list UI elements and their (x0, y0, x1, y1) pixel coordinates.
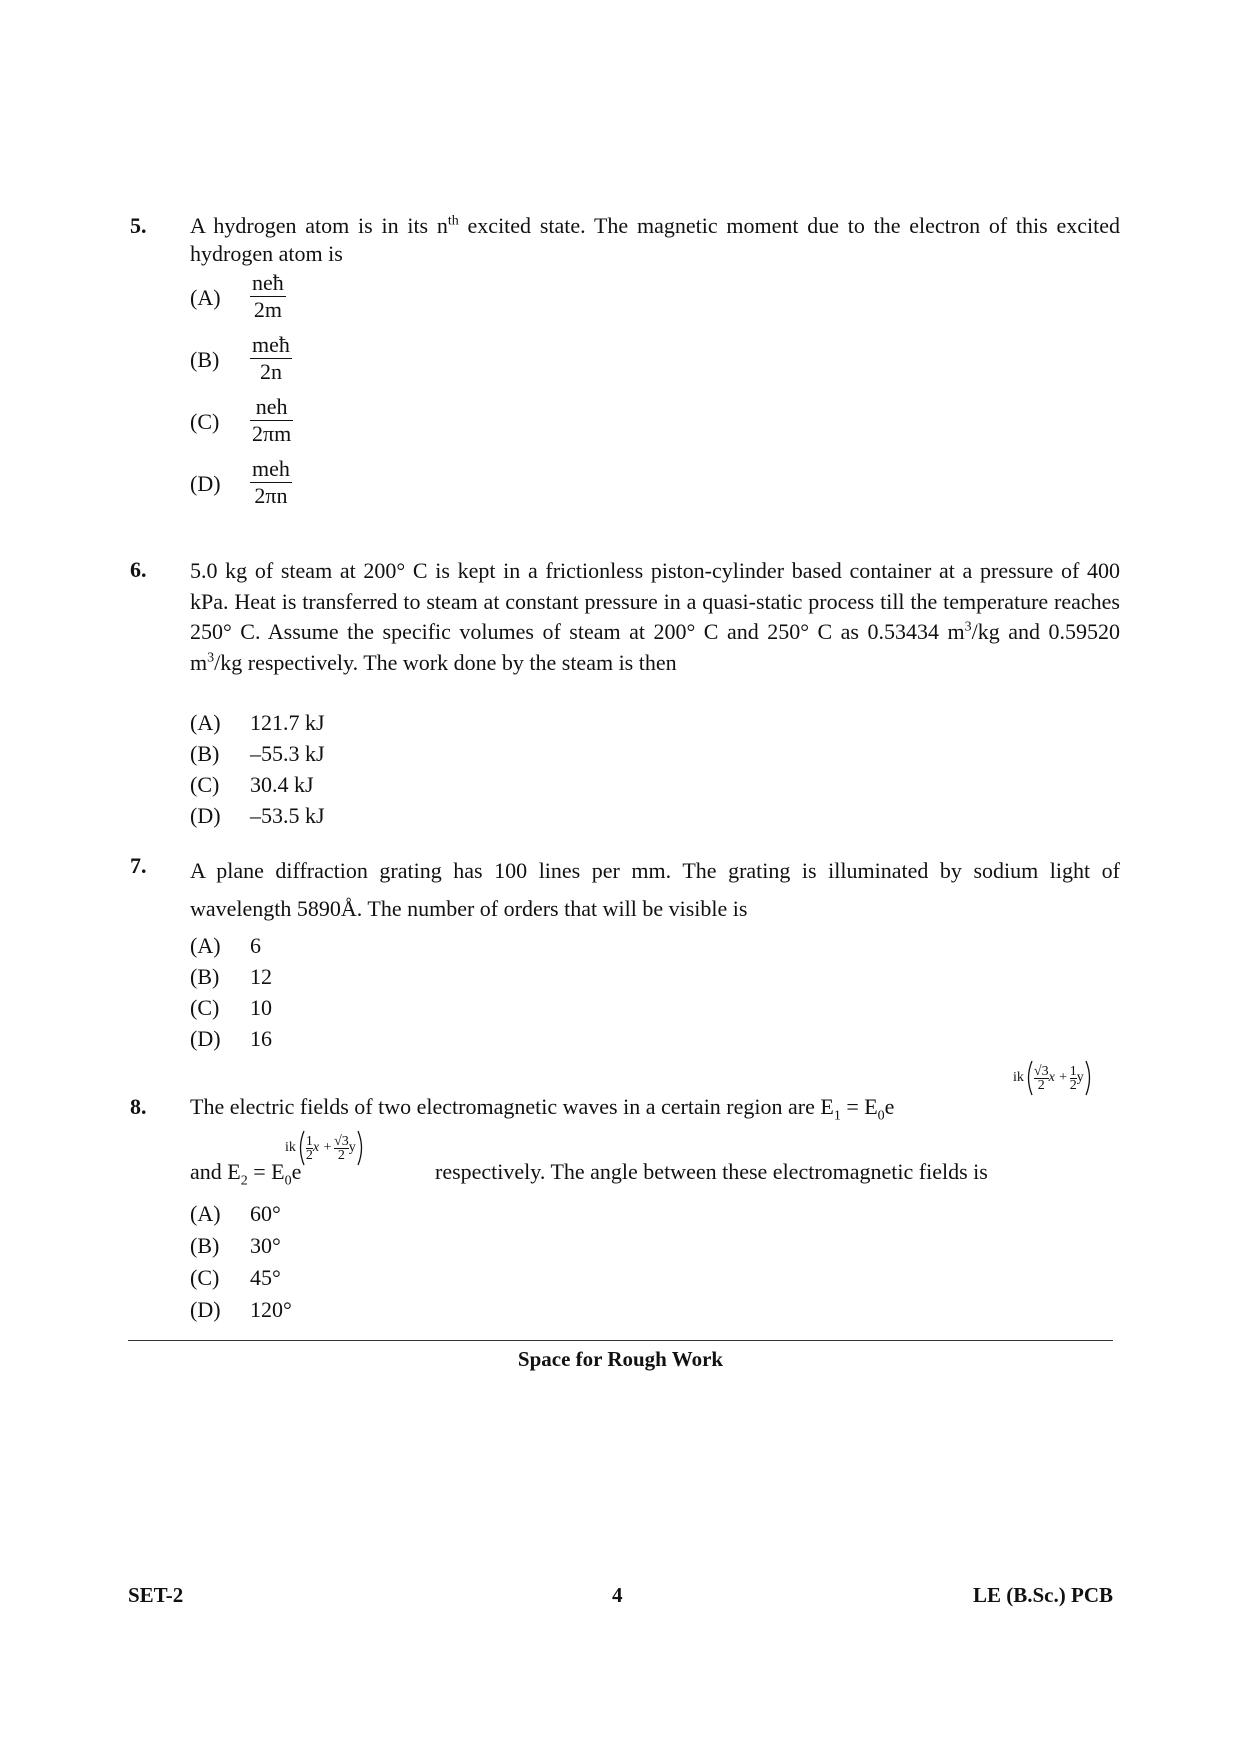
option-a (190, 709, 325, 737)
fraction (250, 270, 286, 323)
denominator: 2m (253, 297, 282, 322)
question-text-line-2-end (435, 1158, 988, 1186)
option-label: (A) (190, 1201, 221, 1226)
fraction (250, 456, 292, 509)
question-number: 6. (130, 557, 147, 582)
option-label: (D) (190, 471, 221, 496)
exponent-variable: y (348, 1140, 356, 1156)
question-text-part: excited state. The magnetic moment due to the electron of this excited hydrogen atom is (190, 213, 1120, 266)
option-label: (D) (190, 803, 221, 828)
option-label: (B) (190, 741, 220, 766)
question-text-part: The electric fields of two electromagnetic waves in a certain region are E (190, 1094, 834, 1119)
option-value: 16 (250, 1026, 272, 1051)
divider (128, 1340, 1113, 1341)
option-value: –55.3 kJ (250, 741, 325, 766)
option-label: (B) (190, 1233, 220, 1258)
option-label: (D) (190, 1297, 221, 1322)
option-d (190, 1296, 292, 1324)
option-d (190, 802, 325, 830)
option-label: (B) (190, 347, 220, 372)
option-value: –53.5 kJ (250, 803, 325, 828)
option-label: (C) (190, 772, 220, 797)
exponent-fraction (334, 1135, 349, 1162)
question-7 (130, 852, 1120, 1052)
exponent-2 (285, 1130, 366, 1166)
numerator: neħ (252, 270, 284, 295)
denominator: 2πn (254, 483, 288, 508)
right-paren-icon (1084, 1060, 1094, 1096)
numerator: meħ (252, 332, 290, 357)
numerator: meh (252, 456, 290, 481)
subscript: 1 (833, 1108, 841, 1124)
denominator: 2 (1069, 1077, 1077, 1093)
question-number: 7. (130, 853, 147, 878)
option-label: (A) (190, 285, 221, 310)
exponent-variable: x + (1048, 1070, 1068, 1086)
option-value: 6 (250, 933, 261, 958)
option-label: (A) (190, 710, 221, 735)
footer-page-number: 4 (612, 1583, 623, 1607)
question-text-part: respectively. The angle between these electromagnetic fields is (435, 1159, 988, 1184)
exponent-prefix: ik (1013, 1070, 1024, 1086)
denominator: 2 (1037, 1077, 1045, 1093)
left-paren-icon (296, 1130, 306, 1166)
exponent-fraction (1034, 1065, 1049, 1092)
option-label: (C) (190, 409, 220, 434)
option-value: 45° (250, 1265, 281, 1290)
option-value: 12 (250, 964, 272, 989)
question-8 (130, 1060, 1120, 1330)
rough-work-heading: Space for Rough Work (517, 1347, 724, 1371)
option-value: 60° (250, 1201, 281, 1226)
denominator: 2πm (252, 421, 292, 446)
option-a (190, 932, 261, 960)
numerator: 1 (305, 1133, 313, 1149)
option-label: (A) (190, 933, 221, 958)
question-text-part: = E (247, 1159, 285, 1184)
option-value: 10 (250, 995, 272, 1020)
exponent-prefix: ik (285, 1140, 296, 1156)
option-value: 30.4 kJ (250, 772, 314, 797)
subscript: 2 (240, 1173, 248, 1189)
footer-set: SET-2 (128, 1583, 184, 1607)
question-text-line-1 (190, 1093, 895, 1124)
fraction (250, 332, 292, 385)
option-label: (D) (190, 1026, 221, 1051)
fraction (250, 394, 293, 447)
question-5 (130, 212, 1120, 522)
numerator: neh (250, 394, 293, 421)
option-label: (B) (190, 964, 220, 989)
numerator: 1 (1069, 1063, 1077, 1079)
option-b (190, 740, 325, 768)
numerator: √3 (1033, 1063, 1049, 1079)
option-c (190, 771, 314, 799)
right-paren-icon (356, 1130, 366, 1166)
subscript: 0 (877, 1108, 885, 1124)
question-text-part: /kg and 0.59520 m (190, 619, 1120, 675)
question-text-part: e (884, 1094, 895, 1119)
exponent-fraction (1070, 1065, 1077, 1092)
option-d (190, 1025, 272, 1053)
superscript: 3 (964, 619, 972, 635)
question-text-part: 5.0 kg of steam at 200° C is kept in a frictionless piston-cylinder based container at a pressure of 400 kPa. Heat is transferred to steam at constant pressure in a quasi-static process till the temperature reaches 250° C. Assume the specific volumes of steam at 200° C and 250° C as 0.53434 m (190, 558, 1120, 644)
option-label: (C) (190, 1265, 220, 1290)
option-value: 120° (250, 1297, 292, 1322)
exponent-fraction (306, 1135, 313, 1162)
option-a (190, 1200, 281, 1228)
question-text-part: e (291, 1159, 302, 1184)
exponent-1 (1013, 1060, 1094, 1096)
option-b (190, 1232, 281, 1260)
subscript: 0 (284, 1173, 292, 1189)
option-c (190, 1264, 281, 1292)
numerator: √3 (334, 1133, 349, 1149)
denominator: 2n (259, 359, 282, 384)
question-text-part: = E (840, 1094, 878, 1119)
superscript: 3 (207, 650, 215, 666)
question-text-part: and E (190, 1159, 241, 1184)
option-c (190, 994, 272, 1022)
footer-course: LE (B.Sc.) PCB (972, 1583, 1113, 1607)
exponent-variable: x + (312, 1140, 333, 1156)
question-text-part: /kg respectively. The work done by the steam is then (214, 649, 677, 675)
option-value: 121.7 kJ (250, 710, 325, 735)
option-label: (C) (190, 995, 220, 1020)
denominator: 2 (337, 1147, 345, 1163)
exponent-variable: y (1076, 1070, 1084, 1086)
left-paren-icon (1024, 1060, 1034, 1096)
option-b (190, 963, 272, 991)
question-number: 8. (130, 1094, 147, 1119)
question-number: 5. (130, 213, 147, 238)
superscript: th (447, 213, 459, 229)
question-text (190, 212, 1120, 268)
question-text (190, 556, 1120, 678)
question-6 (130, 556, 1120, 836)
option-value: 30° (250, 1233, 281, 1258)
question-text-part: A hydrogen atom is in its n (190, 213, 448, 238)
question-text: A plane diffraction grating has 100 lines per mm. The grating is illuminated by sodium light of wavelength 5890Å. The number of orders that will be visible is (190, 858, 1120, 921)
denominator: 2 (305, 1147, 313, 1163)
